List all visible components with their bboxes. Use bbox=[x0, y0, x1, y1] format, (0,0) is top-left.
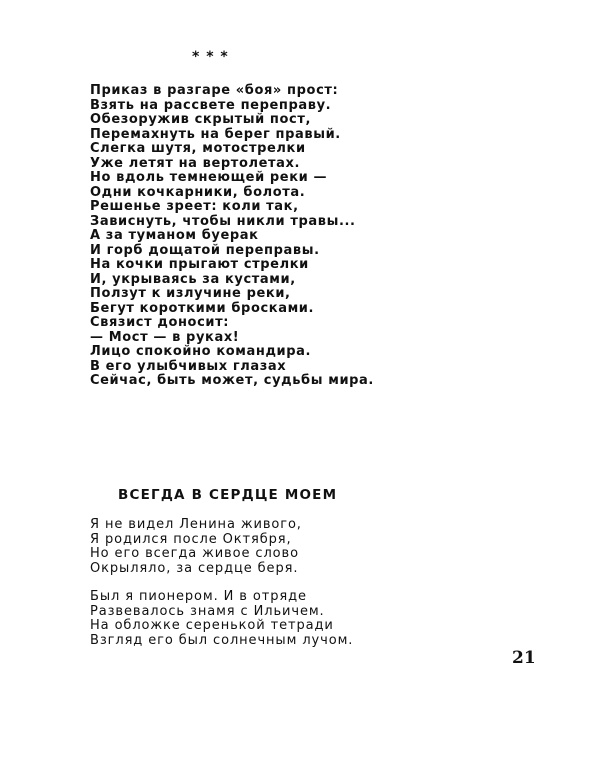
poem-line: Но его всегда живое слово bbox=[90, 546, 299, 561]
poem-line: А за туманом буерак bbox=[90, 228, 259, 243]
page-number: 21 bbox=[512, 648, 536, 668]
poem-line: Бегут короткими бросками. bbox=[90, 300, 315, 316]
poem-line: Развевалось знамя с Ильичем. bbox=[90, 603, 325, 619]
section-break-asterism: * * * bbox=[192, 49, 229, 65]
poem-line: Решенье зреет: коли так, bbox=[90, 199, 299, 214]
poem-line: Ползут к излучине реки, bbox=[90, 286, 291, 301]
poem-line: Зависнуть, чтобы никли травы... bbox=[90, 213, 356, 229]
poem-line: Перемахнуть на берег правый. bbox=[90, 126, 341, 142]
poem-line: Обезоружив скрытый пост, bbox=[90, 112, 312, 127]
poem-line: Взгляд его был солнечным лучом. bbox=[90, 632, 354, 648]
poem-line: И горб дощатой переправы. bbox=[90, 242, 320, 258]
poem-title: ВСЕГДА В СЕРДЦЕ МОЕМ bbox=[118, 487, 338, 503]
poem-line: Я родился после Октября, bbox=[90, 531, 292, 547]
poem-stanza-1 bbox=[90, 518, 302, 576]
poem-line: На обложке серенькой тетради bbox=[90, 618, 334, 633]
poem-line: Связист доносит: bbox=[90, 315, 230, 330]
poem-line: Приказ в разгаре «боя» прост: bbox=[90, 83, 339, 98]
poem-line: В его улыбчивых глазах bbox=[90, 358, 287, 374]
poem-line: Я не видел Ленина живого, bbox=[90, 517, 302, 532]
poem-line: Окрыляло, за сердце беря. bbox=[90, 560, 299, 576]
poem-line: Взять на рассвете переправу. bbox=[90, 97, 332, 113]
poem-line: Уже летят на вертолетах. bbox=[90, 155, 301, 171]
poem-untitled bbox=[90, 84, 374, 389]
poem-stanza-2 bbox=[90, 590, 353, 648]
poem-line: Но вдоль темнеющей реки — bbox=[90, 170, 328, 185]
poem-line: Слегка шутя, мотострелки bbox=[90, 141, 306, 156]
poem-line: Сейчас, быть может, судьбы мира. bbox=[90, 373, 374, 388]
poem-line: Лицо спокойно командира. bbox=[90, 344, 312, 359]
poem-line: — Мост — в руках! bbox=[90, 329, 240, 345]
poem-line: Был я пионером. И в отряде bbox=[90, 589, 307, 604]
poem-line: Одни кочкарники, болота. bbox=[90, 184, 306, 200]
poem-line: И, укрываясь за кустами, bbox=[90, 271, 296, 287]
poem-line: На кочки прыгают стрелки bbox=[90, 257, 309, 272]
